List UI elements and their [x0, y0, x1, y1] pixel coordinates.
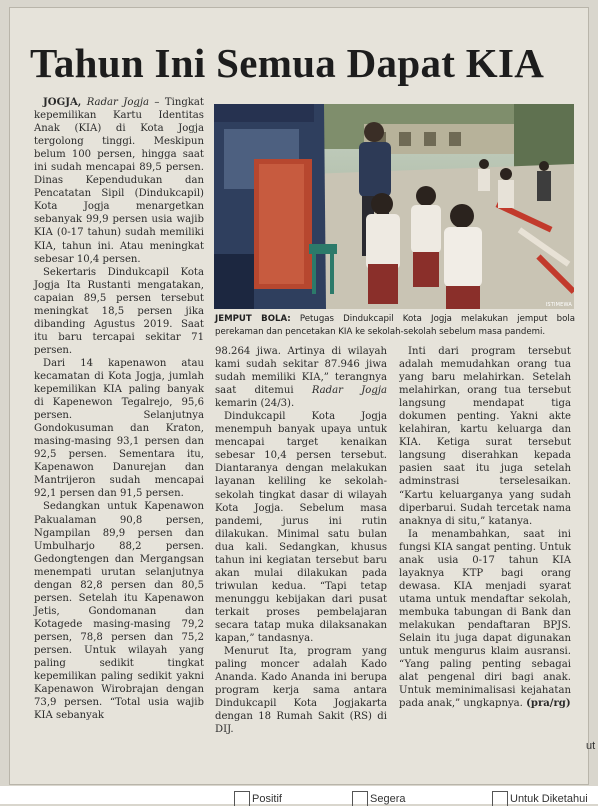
photo-credit: ISTIMEWA [545, 302, 572, 308]
paragraph: Dindukcapil Kota Jogja menempuh banyak upaya untuk mencapai target kenaikan sebesar 10,4 persen tersebut. Diantaranya dengan melakukan layanan keliling ke sekolah-sekolah tingkat dasar di wilayah Kota Jogja. Sebelum masa pandemi, jurus ini rutin dilakukan. Minimal satu bulan dua kali. Sedangkan, khusus tahun ini kegiatan tersebut baru akan mulai dilakukan pada triwulan kedua. “Tapi tetap menunggu kebijakan dari pusat terkait proses pembelajaran secara tatap muka dilaksanakan kapan,” tandasnya. [215, 411, 387, 645]
author-signoff: (pra/rg) [526, 698, 571, 710]
paragraph: Inti dari program tersebut adalah memudahkan orang tua yang baru melahirkan. Setelah melahirkan, orang tua tersebut langsung mendapat tiga dokumen penting. Yakni akte kelahiran, kartu keluarga dan KIA. Ketiga surat tersebut langsung diserahkan kepada pasien saat itu juga setelah adminstrasi terselesaikan. “Kartu keluarganya yang sudah diperbarui. Sudah tercetak nama anaknya di situ,” katanya. [399, 346, 571, 527]
clipping-form-strip [0, 786, 598, 804]
dateline: JOGJA, [43, 97, 82, 108]
paragraph [399, 528, 571, 711]
paragraph: Sedangkan untuk Kapenawon Pakualaman 90,8 persen, Ngampilan 89,9 persen dan Umbulharjo 88,2 persen. Gedongtengen dan Mergangsan menempati urutan selanjutnya dengan 82,8 persen dan 80,5 persen. Setelah itu Kapenawon Jetis, Gondomanan dan Kotagede masing-masing 79,2 persen, 78,8 persen dan 75,2 persen. Untuk wilayah yang paling sedikit tingkat kepemilikan paling sedikit yakni Kapenawon Wirobrajan dengan 73,9 persen. “Total usia wajib KIA sebanyak [34, 501, 204, 722]
article-column-3 [399, 345, 571, 710]
article-column-2 [215, 345, 387, 736]
paragraph: Dari 14 kapenawon atau kecamatan di Kota Jogja, jumlah kepemilikan KIA paling banyak di Kapenewon Tegalrejo, 95,6 persen. Selanjutnya Gondokusuman dan Kraton, masing-masing 93,1 persen dan 92,5 persen. Sementara itu, Kapenawon Danurejan dan Mantrijeron sudah mencapai 92,1 persen dan 91,5 persen. [34, 357, 204, 500]
segera-label: Segera [370, 793, 406, 805]
lead-paragraph [34, 96, 204, 266]
caption-lead: JEMPUT BOLA: [215, 314, 291, 324]
paragraph-text: 98.264 jiwa. Artinya di wilayah kami sudah sekitar 87.946 jiwa sudah memiliki KIA,” terangnya saat ditemui [215, 346, 387, 397]
schoolyard-photo [214, 104, 574, 309]
paragraph [215, 345, 387, 410]
article-column-1 [34, 96, 204, 722]
paragraph: Sekertaris Dindukcapil Kota Jogja Ita Rustanti mengatakan, capaian 89,5 persen tersebut meningkat 18,5 persen jika dibanding Agustus 2019. Saat itu baru tercapai sekitar 71 persen. [34, 266, 204, 356]
paragraph: Menurut Ita, program yang paling moncer adalah Kado Ananda. Kado Ananda ini berupa program kerja sama antara Dindukcapil Kota Jogjakarta dengan 18 Rumah Sakit (RS) di DIJ. [215, 646, 387, 736]
paragraph-text: Ia menambahkan, saat ini fungsi KIA sangat penting. Untuk anak usia 0-17 tahun KIA layaknya KTP bagi orang dewasa. KIA menjadi syarat utama untuk mendaftar sekolah, membuka tabungan di Bank dan melakukan pendaftaran BPJS. Selain itu juga dapat digunakan untuk mengurus klaim ausransi. “Yang paling penting sebagai alat pengenal diri bagi anak. Untuk meminimalisasi kejahatan pada anak,” ungkapnya. [399, 528, 571, 710]
source-name: Radar Jogja [311, 385, 387, 397]
lead-text: – Tingkat kepemilikan Kartu Identitas Anak (KIA) di Kota Jogja tergolong tinggi. Meskipun belum 100 persen, hingga saat ini sudah mencapai 89,5 persen. Dinas Kependudukan dan Pencatatan Sipil (Dindukcapil) Kota Jogja menargetkan sebanyak 99,9 persen usia wajib KIA (0-17 tahun) sudah memiliki KIA, tahun ini. Atau meningkat sebesar 10,4 persen. [34, 97, 204, 265]
headline: Tahun Ini Semua Dapat KIA [30, 40, 545, 86]
byline: Radar Jogja [86, 97, 150, 108]
newspaper-clipping [10, 8, 588, 784]
news-photo [214, 104, 574, 309]
untuk-diketahui-label: Untuk Diketahui [510, 793, 588, 805]
caption-text: Petugas Dindukcapil Kota Jogja melakukan jemput bola perekaman dan pencetakan KIA ke sekolah-sekolah sebelum masa pandemi. [215, 314, 575, 337]
margin-text: ut [586, 740, 596, 752]
photo-caption [215, 313, 575, 338]
paragraph-text: kemarin (24/3). [215, 398, 295, 410]
positif-label: Positif [252, 793, 282, 805]
